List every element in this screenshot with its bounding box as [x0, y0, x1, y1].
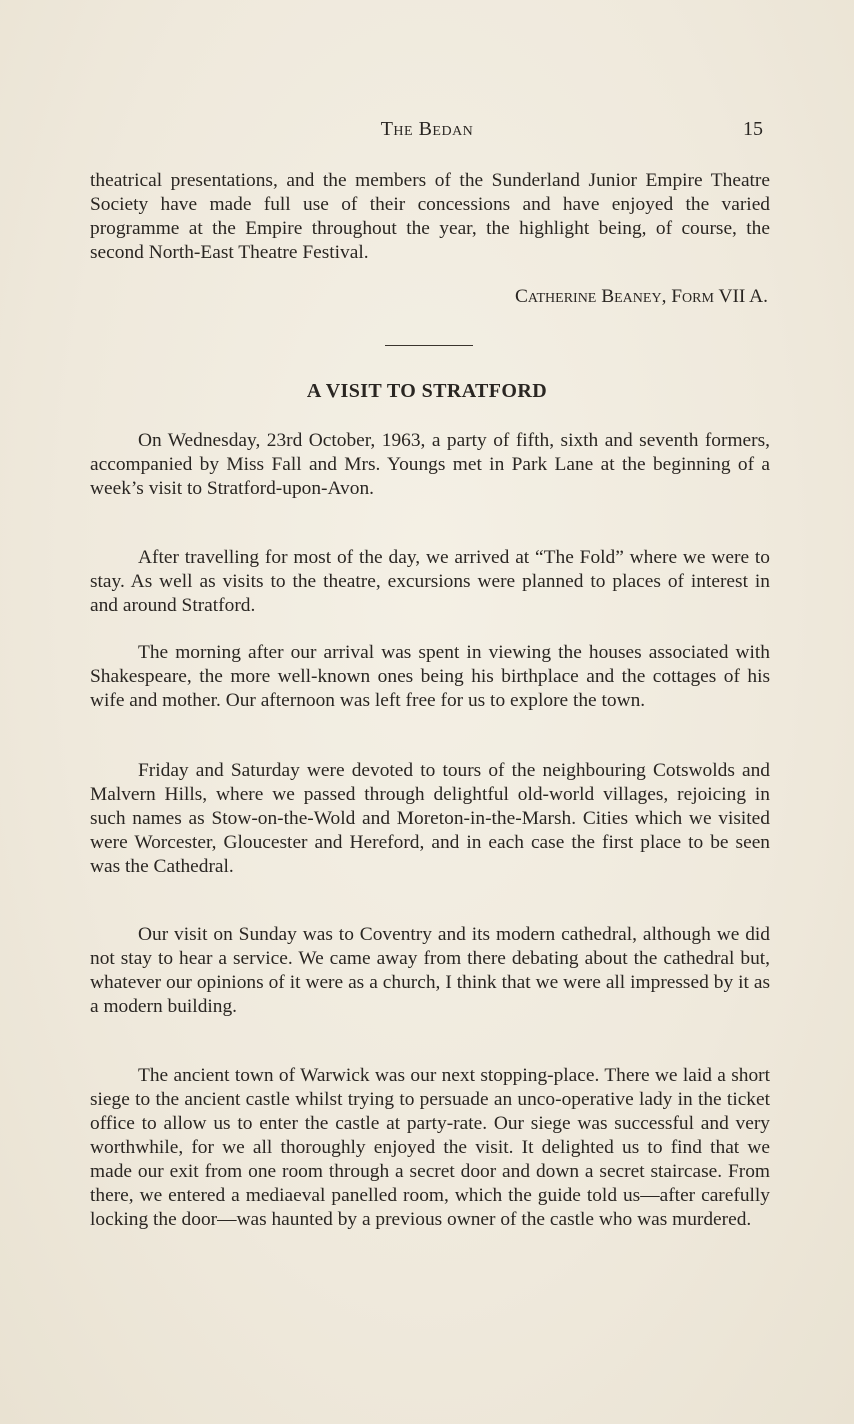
author-signature: Catherine Beaney, Form VII A.: [514, 286, 768, 307]
article-title: A VISIT TO STRATFORD: [306, 380, 548, 402]
opening-text-block: [90, 169, 770, 265]
running-title: The Bedan: [380, 118, 474, 140]
article-paragraph: After travelling for most of the day, we arrived at “The Fold” where we were to stay. As well as visits to the theatre, excursions were planned to places of interest in and around Stratford.: [90, 547, 770, 616]
article-paragraph-3-block: [90, 641, 770, 713]
article-paragraph: Our visit on Sunday was to Coventry and its modern cathedral, although we did not stay to hear a service. We came away from there debating about the cathedral but, whatever our opinions of it were as a church, I think that we were all impressed by it as a modern building.: [90, 924, 770, 1017]
article-paragraph: The ancient town of Warwick was our next stopping-place. There we laid a short siege to the ancient castle whilst trying to persuade an unco-operative lady in the ticket office to allow us to enter the castle at party-rate. Our siege was successful and very worthwhile, for we all thoroughly enjoyed the visit. It delighted us to find that we made our exit from one room through a secret door and down a secret staircase. From there, we entered a mediaeval panelled room, which the guide told us—after carefully locking the door—was haunted by a previous owner of the castle who was murdered.: [90, 1065, 770, 1230]
opening-paragraph: theatrical presentations, and the members of the Sunderland Junior Empire Theatre Society have made full use of their concessions and have enjoyed the varied programme at the Empire throughout the year, the highlight being, of course, the second North-East Theatre Festival.: [90, 170, 770, 263]
page-number: 15: [743, 118, 763, 140]
article-paragraph: Friday and Saturday were devoted to tours of the neighbouring Cotswolds and Malvern Hills, where we passed through delightful old-world villages, rejoicing in such names as Stow-on-the-Wold and Moreton-in-the-Marsh. Cities which we visited were Worcester, Gloucester and Hereford, and in each case the first place to be seen was the Cathedral.: [90, 760, 770, 877]
section-divider: [385, 345, 473, 346]
article-paragraph-5-block: [90, 923, 770, 1019]
article-paragraph-4-block: [90, 759, 770, 879]
article-paragraph-2-block: [90, 546, 770, 618]
article-paragraph-1-block: [90, 429, 770, 501]
article-paragraph: The morning after our arrival was spent in viewing the houses associated with Shakespeare, the more well-known ones being his birthplace and the cottages of his wife and mother. Our afternoon was left free for us to explore the town.: [90, 642, 770, 711]
article-paragraph-6-block: [90, 1064, 770, 1232]
article-paragraph: On Wednesday, 23rd October, 1963, a party of fifth, sixth and seventh formers, accompanied by Miss Fall and Mrs. Youngs met in Park Lane at the beginning of a week’s visit to Stratford-upon-Avon.: [90, 430, 770, 499]
page-header: [0, 118, 854, 148]
